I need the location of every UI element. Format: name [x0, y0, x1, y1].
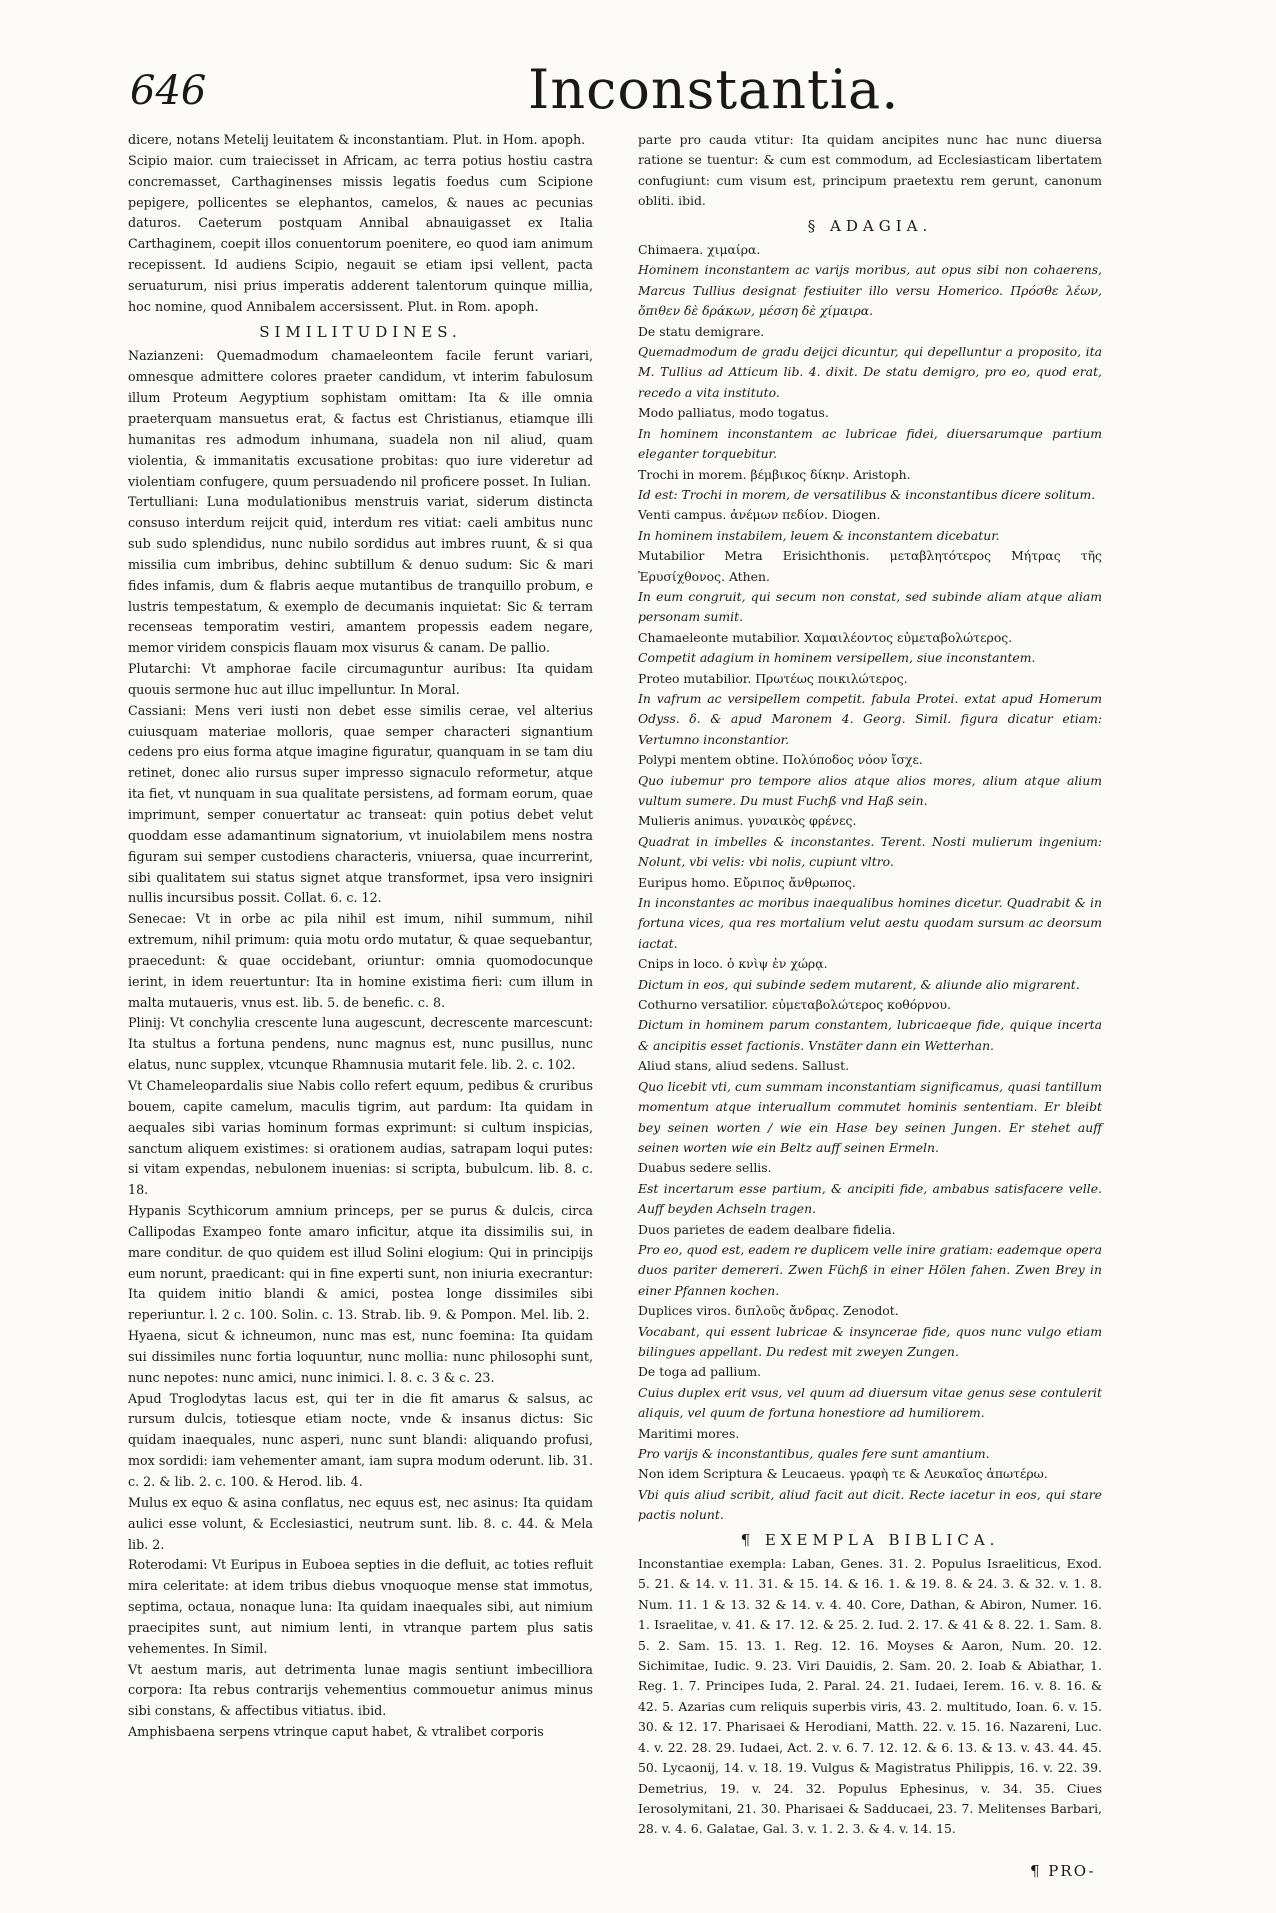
paragraph: Quadrat in imbelles & inconstantes. Terent. Nosti mulierum ingenium: Nolunt, vbi velis: vbi nolis, cupiunt vltro.	[638, 833, 1102, 870]
paragraph: Modo palliatus, modo togatus.	[638, 405, 829, 421]
paragraph: Aliud stans, aliud sedens. Sallust.	[638, 1058, 850, 1074]
left-column	[128, 130, 593, 1743]
paragraph: Quo licebit vti, cum summam inconstantiam significamus, quasi tantillum momentum atque interuallum commutet hominis sententiam. Er bleibt bey seinen worten / wie ein Hase bey seinen Jungen. Er stehet auff seinen worten wie ein Beltz auff seinen Ermeln.	[638, 1078, 1102, 1155]
paragraph: Tertulliani: Luna modulationibus menstruis variat, siderum distincta consuso interdum reijcit quid, interdum res vitiat: caeli ambitus nunc sub sudo splendidus, nunc nubilo sordidus aut imbres ruunt, & si qua missilia cum imbribus, dehinc subtillum & denuo sudum: Sic & mari fides infamis, dum & flabris aeque mutantibus de tranquillo probum, e lustris tempestatum, & exemplo de decumanis inquietat: Sic & terram recenseas temporatim vestiri, amantem propessis eadem negare, memor viridem conspicis flauam mox visurus & canam. De pallio.	[128, 494, 593, 656]
paragraph: Roterodami: Vt Euripus in Euboea septies in die defluit, ac toties refluit mira celeritate: at idem tribus diebus vnoquoque mense stat immotus, septima, octaua, nonaque luna: Ita quidam inaequales sibi, aut nimium praecipites sunt, aut nimium lenti, in vtranque partem plus satis vehementes. In Simil.	[128, 1557, 593, 1656]
page-number: 646	[130, 68, 207, 114]
paragraph: Pro varijs & inconstantibus, quales fere sunt amantium.	[638, 1446, 990, 1461]
paragraph: Cnips in loco. ὁ κνὶψ ἐν χώρᾳ.	[638, 956, 828, 972]
paragraph: Chimaera. χιμαίρα.	[638, 242, 761, 258]
paragraph: Proteo mutabilior. Πρωτέως ποικιλώτερος.	[638, 670, 908, 686]
paragraph: Plutarchi: Vt amphorae facile circumaguntur auribus: Ita quidam quouis sermone huc aut illuc impelluntur. In Moral.	[128, 661, 593, 697]
paragraph: Plinij: Vt conchylia crescente luna augescunt, decrescente marcescunt: Ita stultus a fortuna pendens, nunc magnus est, nunc pusillus, nunc elatus, nunc supplex, vtcunque Rhamnusia mutarit fele. lib. 2. c. 102.	[128, 1015, 593, 1073]
paragraph: Trochi in morem. βέμβικος δίκην. Aristoph.	[638, 466, 911, 482]
page-header	[0, 58, 1276, 128]
paragraph: Dictum in eos, qui subinde sedem mutarent, & aliunde alio migrarent.	[638, 976, 1080, 992]
catchword: ¶ PRO-	[1030, 1862, 1096, 1880]
paragraph: In inconstantes ac moribus inaequalibus homines dicetur. Quadrabit & in fortuna vices, qua res mortalium velut aestu quodam sursum ac deorsum iactat.	[638, 895, 1102, 951]
paragraph: Euripus homo. Εὔριπος ἄνθρωπος.	[638, 874, 856, 890]
paragraph: Quo iubemur pro tempore alios atque alios mores, alium atque alium vultum sumere. Du must Fuchß vnd Haß sein.	[638, 772, 1102, 808]
paragraph: Hypanis Scythicorum amnium princeps, per se purus & dulcis, circa Callipodas Exampeo fonte amaro inficitur, atque ita dissimilis sui, in mare conditur. de quo quidem est illud Solini elogium: Qui in principijs eum norunt, praedicant: qui in fine experti sunt, non iniuria execrantur: Ita quidem initio blandi & amici, postea longe dissimiles sibi reperiuntur. l. 2 c. 100. Solin. c. 13. Strab. lib. 9. & Pompon. Mel. lib. 2.	[128, 1203, 593, 1323]
paragraph: Pro eo, quod est, eadem re duplicem velle inire gratiam: eademque opera duos pariter demereri. Zwen Füchß in einer Hölen fahen. Zwen Brey in einer Pfannen kochen.	[638, 1241, 1102, 1298]
right-column	[638, 130, 1102, 1840]
paragraph: Maritimi mores.	[638, 1425, 740, 1441]
paragraph: Quemadmodum de gradu deijci dicuntur, qui depelluntur a proposito, ita M. Tullius ad Atticum lib. 4. dixit. De statu demigro, pro eo, quod erat, recedo a vita instituto.	[638, 344, 1102, 400]
paragraph: Id est: Trochi in morem, de versatilibus & inconstantibus dicere solitum.	[638, 486, 1096, 502]
paragraph: Cassiani: Mens veri iusti non debet esse similis cerae, vel alterius cuiusquam materiae molloris, quae semper characteri signantium cedens pro eius forma atque imagine figuratur, quanquam in se tam diu retinet, donec alio rursus super impresso signaculo reformetur, atque ita fiet, vt nunquam in sua qualitate persistens, ad formam eorum, quae imprimunt, semper conuertatur ac transeat: quin potius debet velut quoddam esse adamantinum signatorium, vt inuiolabilem mens nostra figuram sui semper custodiens characteris, vniuersa, quae incurrerint, sibi qualitatem sui status signet atque transformet, ipsa vero insigniri nullis incursibus possit. Collat. 6. c. 12.	[128, 702, 593, 906]
paragraph: Amphisbaena serpens vtrinque caput habet, & vtralibet corporis	[128, 1724, 544, 1740]
paragraph: Chamaeleonte mutabilior. Χαμαιλέοντος εὐμεταβολώτερος.	[638, 629, 1013, 645]
section-heading: SIMILITUDINES.	[259, 322, 462, 341]
paragraph: Duabus sedere sellis.	[638, 1160, 772, 1176]
paragraph: Competit adagium in hominem versipellem, siue inconstantem.	[638, 650, 1036, 666]
paragraph: Inconstantiae exempla: Laban, Genes. 31. 2. Populus Israeliticus, Exod. 5. 21. & 14. v. 11. 31. & 15. 14. & 16. 1. & 19. 8. & 24. 3. & 32. v. 1. 8. Num. 11. 1 & 13. 32 & 14. v. 4. 40. Core, Dathan, & Abiron, Numer. 16. 1. Israelitae, v. 41. & 17. 12. & 25. 2. Iud. 2. 17. & 41 & 8. 22. 1. Sam. 8. 5. 2. Sam. 15. 13. 1. Reg. 12. 16. Moyses & Aaron, Num. 20. 12. Sichimitae, Iudic. 9. 23. Viri Dauidis, 2. Sam. 20. 2. Ioab & Abiathar, 1. Reg. 1. 7. Principes Iuda, 2. Paral. 24. 21. Iudaei, Ierem. 16. v. 8. 16. & 42. 5. Azarias cum reliquis superbis viris, 43. 2. multitudo, Ioan. 6. v. 15. 30. & 12. 17. Pharisaei & Herodiani, Matth. 22. v. 15. 16. Nazareni, Luc. 4. v. 22. 28. 29. Iudaei, Act. 2. v. 6. 7. 12. 12. & 6. 13. & 13. v. 43. 44. 45. 50. Lycaonij, 14. v. 18. 19. Vulgus & Magistratus Philippis, 16. v. 22. 39. Demetrius, 19. v. 24. 32. Populus Ephesinus, v. 34. 35. Ciues Ierosolymitani, 21. 30. Pharisaei & Sadducaei, 23. 7. Melitenses Barbari, 28. v. 4. 6. Galatae, Gal. 3. v. 1. 2. 3. & 4. v. 14. 15.	[638, 1556, 1102, 1837]
paragraph: Venti campus. ἀνέμων πεδίον. Diogen.	[638, 507, 881, 523]
paragraph: Non idem Scriptura & Leucaeus. γραφὴ τε & Λευκαῖος ἀπωτέρω.	[638, 1466, 1048, 1482]
paragraph: Dictum in hominem parum constantem, lubricaeque fide, quique incerta & ancipitis esset factionis. Vnstäter dann ein Wetterhan.	[638, 1017, 1102, 1053]
paragraph: In hominem instabilem, leuem & inconstantem dicebatur.	[638, 527, 1000, 543]
paragraph: Apud Troglodytas lacus est, qui ter in die fit amarus & salsus, ac rursum dulcis, totiesque etiam nocte, vnde & insanus dictus: Sic quidam inaequales, nunc asperi, nunc sunt blandi: aliquando profusi, mox sordidi: iam vehementer amant, iam supra modum oderunt. lib. 31. c. 2. & lib. 2. c. 100. & Herod. lib. 4.	[128, 1390, 593, 1489]
paragraph: Vt aestum maris, aut detrimenta lunae magis sentiunt imbecilliora corpora: Ita rebus contrarijs vehementius commouetur animus minus sibi constans, & affectibus vitiatus. ibid.	[128, 1661, 593, 1719]
section-heading: ¶ EXEMPLA BIBLICA.	[740, 1530, 1000, 1549]
paragraph: In eum congruit, qui secum non constat, sed subinde aliam atque aliam personam sumit.	[638, 588, 1102, 625]
paragraph: Nazianzeni: Quemadmodum chamaeleontem facile ferunt variari, omnesque admittere colores praeter candidum, vt interim fabulosum illum Proteum Aegyptium sophistam omittam: Ita & ille omnia praeterquam mansuetus erat, & factus est Christianus, etiamque illi humanitas res admodum inhumana, suadela non nil aliud, quam violentia, & immanitatis excusatione probitas: quo iure videretur ad violentiam confugere, quum persuadendo nil proficere posset. In Iulian.	[128, 348, 593, 489]
paragraph: Vbi quis aliud scribit, aliud facit aut dicit. Recte iacetur in eos, qui stare pactis nolunt.	[638, 1486, 1102, 1523]
paragraph: Scipio maior. cum traiecisset in Africam, ac terra potius hostiu castra concremasset, Carthaginenses missis legatis foedus cum Scipione pepigere, pollicentes se elephantos, camelos, & naues ac pecunias daturos. Caeterum postquam Annibal abnauigasset ex Italia Carthaginem, coepit illos conuentorum poenitere, eo quod iam animum recepissent. Id audiens Scipio, negauit se etiam ipsi vellent, pacta seruaturum, nisi prius imperatis adderent talentorum quinque millia, hoc nomine, quod Annibalem accersissent. Plut. in Rom. apoph.	[128, 152, 593, 314]
paragraph: Mulus ex equo & asina conflatus, nec equus est, nec asinus: Ita quidam aulici esse volunt, & Ecclesiastici, neutrum sunt. lib. 8. c. 44. & Mela lib. 2.	[128, 1494, 593, 1552]
running-title: Inconstantia.	[528, 58, 900, 121]
paragraph: De toga ad pallium.	[638, 1364, 762, 1380]
paragraph: De statu demigrare.	[638, 323, 765, 339]
paragraph: Polypi mentem obtine. Πολύποδος νόον ἴσχε.	[638, 752, 923, 768]
paragraph: Duos parietes de eadem dealbare fidelia.	[638, 1221, 896, 1237]
paragraph: dicere, notans Metelij leuitatem & inconstantiam. Plut. in Hom. apoph.	[128, 132, 586, 147]
paragraph: Mutabilior Metra Erisichthonis. μεταβλητότερος Μήτρας τῆς Ἐρυσίχθονος. Athen.	[638, 548, 1102, 584]
paragraph: Hominem inconstantem ac varijs moribus, aut opus sibi non cohaerens, Marcus Tullius designat festiuiter illo versu Homerico. Πρόσθε λέων, ὄπιθεν δὲ δράκων, μέσση δὲ χίμαιρα.	[638, 262, 1102, 319]
paragraph: Cuius duplex erit vsus, vel quum ad diuersum vitae genus sese contulerit aliquis, vel quum de fortuna honestiore ad humiliorem.	[638, 1384, 1102, 1421]
paragraph: Vocabant, qui essent lubricae & insyncerae fide, quos nunc vulgo etiam bilingues appellant. Du redest mit zweyen Zungen.	[638, 1323, 1102, 1359]
paragraph: In hominem inconstantem ac lubricae fidei, diuersarumque partium eleganter torquebitur.	[638, 425, 1102, 462]
paragraph: Mulieris animus. γυναικὸς φρένες.	[638, 813, 857, 829]
section-heading: § ADAGIA.	[807, 216, 933, 235]
paragraph: In vafrum ac versipellem competit. fabula Protei. extat apud Homerum Odyss. δ. & apud Maronem 4. Georg. Simil. figura dicatur etiam: Vertumno inconstantior.	[638, 690, 1102, 747]
paragraph: Duplices viros. διπλοῦς ἄνδρας. Zenodot.	[638, 1303, 899, 1319]
paragraph: Cothurno versatilior. εὐμεταβολώτερος κοθόρνου.	[638, 997, 951, 1013]
paragraph: Senecae: Vt in orbe ac pila nihil est imum, nihil summum, nihil extremum, nihil primum: quia motu ordo mutatur, & quae sequebantur, praecedunt: & quae occidebant, oriuntur: omnia quomodocunque ierint, in idem reuertuntur: Ita in homine existima fieri: cum illum in malta mutaueris, vnus est. lib. 5. de benefic. c. 8.	[128, 911, 593, 1010]
paragraph: parte pro cauda vtitur: Ita quidam ancipites nunc hac nunc diuersa ratione se tuentur: & cum est commodum, ad Ecclesiasticam libertatem confugiunt: cum visum est, principum praetextu rem gerunt, canonum obliti. ibid.	[638, 132, 1102, 209]
paragraph: Vt Chameleopardalis siue Nabis collo refert equum, pedibus & cruribus bouem, capite camelum, maculis tigrim, aut pardum: Ita quidam in aequales sibi varias hominum formas exprimunt: si cultum inspicias, sanctum aliquem existimes: si orationem audias, satrapam loqui putes: si vitam expendas, nebulonem inuenias: si scripta, bubulcum. lib. 8. c. 18.	[128, 1077, 593, 1198]
paragraph: Hyaena, sicut & ichneumon, nunc mas est, nunc foemina: Ita quidam sui dissimiles nunc fortia loquuntur, nunc mollia: nunc philosophi sunt, nunc nepotes: nunc amici, nunc inimici. l. 8. c. 3 & c. 23.	[128, 1328, 593, 1385]
paragraph: Est incertarum esse partium, & ancipiti fide, ambabus satisfacere velle. Auff beyden Achseln tragen.	[638, 1180, 1102, 1217]
